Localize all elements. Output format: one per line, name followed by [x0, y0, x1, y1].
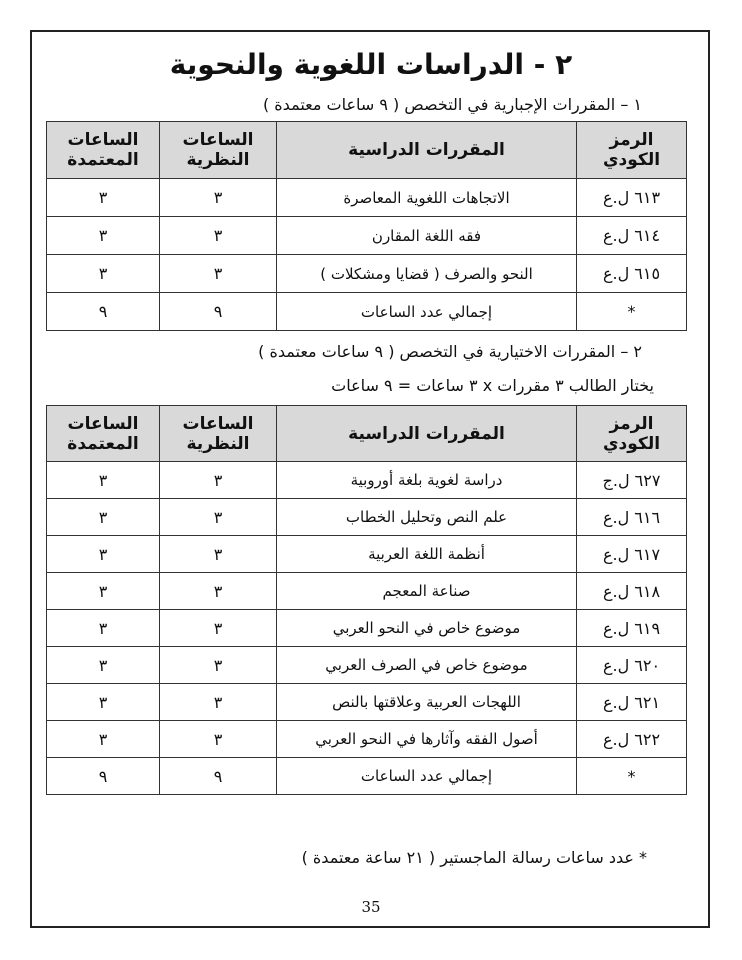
section2-heading: ٢ – المقررات الاختيارية في التخصص ( ٩ ساعات معتمدة ): [258, 342, 642, 361]
cell-code: ٦٢١ ل.ع: [577, 684, 687, 721]
table-header-row: [47, 406, 687, 462]
cell-course: إجمالي عدد الساعات: [277, 758, 577, 795]
page-number: 35: [361, 898, 381, 916]
cell-theoretical: ٩: [160, 293, 277, 331]
cell-course: أنظمة اللغة العربية: [277, 536, 577, 573]
cell-credit: ٣: [47, 721, 160, 758]
compulsory-courses-table: [46, 121, 687, 331]
cell-course: فقه اللغة المقارن: [277, 217, 577, 255]
table-row: [47, 721, 687, 758]
cell-credit: ٣: [47, 255, 160, 293]
cell-code: ٦٢٢ ل.ع: [577, 721, 687, 758]
cell-credit: ٣: [47, 684, 160, 721]
cell-code: ٦١٨ ل.ع: [577, 573, 687, 610]
cell-code: ٦١٦ ل.ع: [577, 499, 687, 536]
cell-credit: ٣: [47, 536, 160, 573]
cell-credit: ٣: [47, 647, 160, 684]
table-row: [47, 610, 687, 647]
table-row: [47, 462, 687, 499]
cell-course: الاتجاهات اللغوية المعاصرة: [277, 179, 577, 217]
cell-credit: ٣: [47, 462, 160, 499]
cell-credit: ٩: [47, 293, 160, 331]
cell-credit: ٣: [47, 573, 160, 610]
cell-credit: ٩: [47, 758, 160, 795]
cell-theoretical: ٣: [160, 499, 277, 536]
table-row: [47, 499, 687, 536]
table-row: [47, 179, 687, 217]
header-theoretical: الساعات النظرية: [160, 122, 277, 179]
footnote: * عدد ساعات رسالة الماجستير ( ٢١ ساعة معتمدة ): [301, 848, 647, 867]
table-row: [47, 217, 687, 255]
cell-credit: ٣: [47, 610, 160, 647]
cell-code: ٦١٩ ل.ع: [577, 610, 687, 647]
cell-theoretical: ٣: [160, 255, 277, 293]
cell-code: ٦١٣ ل.ع: [577, 179, 687, 217]
cell-course: النحو والصرف ( قضايا ومشكلات ): [277, 255, 577, 293]
cell-course: اللهجات العربية وعلاقتها بالنص: [277, 684, 577, 721]
header-theoretical: الساعات النظرية: [160, 406, 277, 462]
table-row: [47, 647, 687, 684]
table-total-row: [47, 758, 687, 795]
cell-code: *: [577, 758, 687, 795]
cell-theoretical: ٩: [160, 758, 277, 795]
cell-course: أصول الفقه وآثارها في النحو العربي: [277, 721, 577, 758]
cell-course: موضوع خاص في النحو العربي: [277, 610, 577, 647]
table-row: [47, 684, 687, 721]
section2-note: يختار الطالب ٣ مقررات x ٣ ساعات = ٩ ساعات: [331, 376, 654, 395]
cell-theoretical: ٣: [160, 462, 277, 499]
cell-theoretical: ٣: [160, 684, 277, 721]
cell-theoretical: ٣: [160, 573, 277, 610]
cell-theoretical: ٣: [160, 217, 277, 255]
elective-courses-table: [46, 405, 687, 795]
header-course: المقررات الدراسية: [277, 122, 577, 179]
cell-theoretical: ٣: [160, 610, 277, 647]
cell-course: إجمالي عدد الساعات: [277, 293, 577, 331]
header-code: الرمز الكودي: [577, 406, 687, 462]
cell-course: صناعة المعجم: [277, 573, 577, 610]
cell-theoretical: ٣: [160, 536, 277, 573]
table-total-row: [47, 293, 687, 331]
cell-code: ٦٢٠ ل.ع: [577, 647, 687, 684]
cell-code: *: [577, 293, 687, 331]
cell-code: ٦٢٧ ل.ج: [577, 462, 687, 499]
cell-theoretical: ٣: [160, 647, 277, 684]
header-course: المقررات الدراسية: [277, 406, 577, 462]
cell-course: علم النص وتحليل الخطاب: [277, 499, 577, 536]
header-credit: الساعات المعتمدة: [47, 122, 160, 179]
header-credit: الساعات المعتمدة: [47, 406, 160, 462]
cell-code: ٦١٧ ل.ع: [577, 536, 687, 573]
cell-credit: ٣: [47, 499, 160, 536]
cell-code: ٦١٥ ل.ع: [577, 255, 687, 293]
table-row: [47, 573, 687, 610]
cell-code: ٦١٤ ل.ع: [577, 217, 687, 255]
header-code: الرمز الكودي: [577, 122, 687, 179]
cell-course: دراسة لغوية بلغة أوروبية: [277, 462, 577, 499]
table-row: [47, 255, 687, 293]
cell-theoretical: ٣: [160, 721, 277, 758]
cell-credit: ٣: [47, 217, 160, 255]
page-title: ٢ - الدراسات اللغوية والنحوية: [169, 48, 573, 81]
cell-theoretical: ٣: [160, 179, 277, 217]
section1-heading: ١ – المقررات الإجبارية في التخصص ( ٩ ساعات معتمدة ): [262, 95, 642, 114]
table-header-row: [47, 122, 687, 179]
cell-course: موضوع خاص في الصرف العربي: [277, 647, 577, 684]
table-row: [47, 536, 687, 573]
cell-credit: ٣: [47, 179, 160, 217]
